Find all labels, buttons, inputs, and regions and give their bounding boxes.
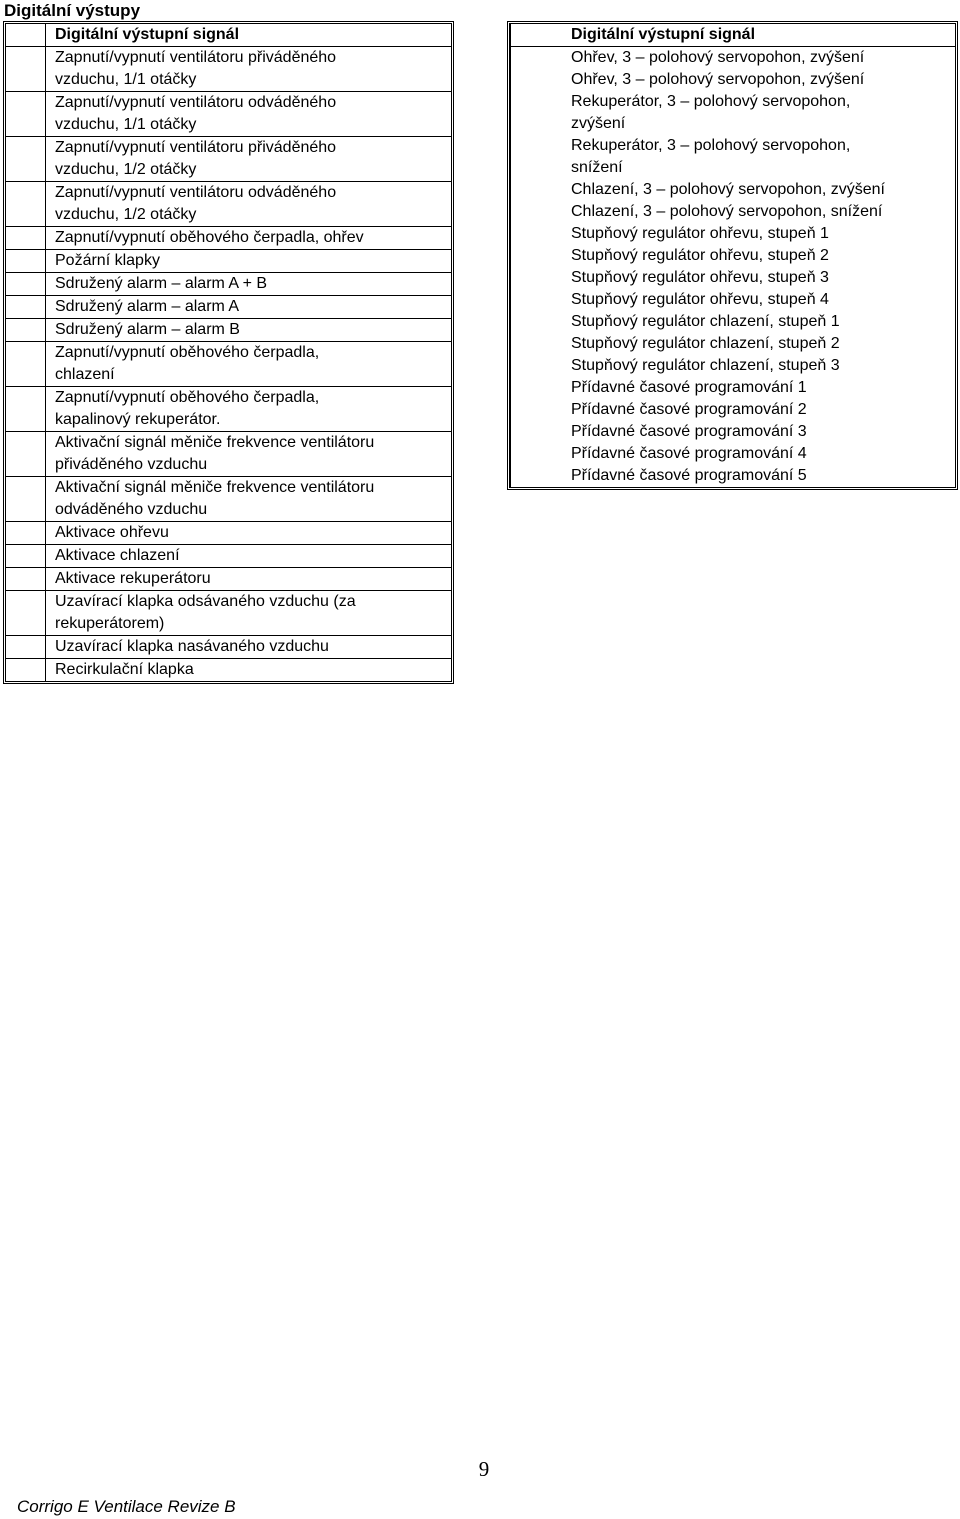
- number-cell: [6, 659, 46, 682]
- signal-cell: Aktivace ohřevu: [46, 522, 452, 545]
- left-table-header-row: [6, 24, 451, 47]
- number-cell: [6, 227, 46, 250]
- table-row: [6, 182, 451, 227]
- left-signal-table: [3, 21, 454, 684]
- table-row: [6, 296, 451, 319]
- table-row: [511, 333, 956, 355]
- signal-cell: Aktivace chlazení: [46, 545, 452, 568]
- page-number: 9: [478, 1457, 490, 1481]
- signal-cell: Uzavírací klapka nasávaného vzduchu: [46, 636, 452, 659]
- number-cell: [6, 522, 46, 545]
- signal-cell: Zapnutí/vypnutí oběhového čerpadla, chlazení: [46, 342, 452, 387]
- table-row: [511, 179, 956, 201]
- table-row: [6, 319, 451, 342]
- footer-text: Corrigo E Ventilace Revize B: [17, 1497, 236, 1516]
- signal-cell: Přídavné časové programování 4: [511, 443, 956, 465]
- signal-cell: Aktivační signál měniče frekvence ventilátoru odváděného vzduchu: [46, 477, 452, 522]
- table-row: [6, 342, 451, 387]
- right-signal-table: [507, 21, 958, 490]
- table-row: [6, 137, 451, 182]
- signal-cell: Přídavné časové programování 1: [511, 377, 956, 399]
- table-row: [511, 267, 956, 289]
- signal-cell: Aktivace rekuperátoru: [46, 568, 452, 591]
- table-row: [511, 377, 956, 399]
- left-table-header: Digitální výstupní signál: [46, 24, 452, 47]
- signal-cell: Stupňový regulátor ohřevu, stupeň 2: [511, 245, 956, 267]
- signal-cell: Sdružený alarm – alarm A + B: [46, 273, 452, 296]
- number-cell: [6, 319, 46, 342]
- table-row: [511, 245, 956, 267]
- table-row: [511, 311, 956, 333]
- table-row: [6, 636, 451, 659]
- table-row: [511, 135, 956, 179]
- table-row: [511, 465, 956, 487]
- number-cell: [6, 545, 46, 568]
- table-row: [6, 92, 451, 137]
- table-row: [6, 568, 451, 591]
- signal-cell: Ohřev, 3 – polohový servopohon, zvýšení: [511, 47, 956, 70]
- section-title: Digitální výstupy: [4, 1, 141, 20]
- table-row: [6, 659, 451, 682]
- signal-cell: Stupňový regulátor ohřevu, stupeň 4: [511, 289, 956, 311]
- signal-cell: Sdružený alarm – alarm A: [46, 296, 452, 319]
- number-cell: [6, 296, 46, 319]
- number-cell: [6, 342, 46, 387]
- signal-cell: Stupňový regulátor ohřevu, stupeň 3: [511, 267, 956, 289]
- signal-cell: Chlazení, 3 – polohový servopohon, snížení: [511, 201, 956, 223]
- table-row: [6, 477, 451, 522]
- number-cell: [6, 250, 46, 273]
- table-row: [6, 47, 451, 92]
- signal-cell: Stupňový regulátor ohřevu, stupeň 1: [511, 223, 956, 245]
- signal-cell: Zapnutí/vypnutí ventilátoru odváděného vzduchu, 1/1 otáčky: [46, 92, 452, 137]
- table-row: [511, 201, 956, 223]
- number-cell: [6, 182, 46, 227]
- table-row: [511, 443, 956, 465]
- table-row: [511, 421, 956, 443]
- number-cell: [6, 568, 46, 591]
- signal-cell: Zapnutí/vypnutí ventilátoru odváděného vzduchu, 1/2 otáčky: [46, 182, 452, 227]
- right-table-header-row: [511, 24, 956, 47]
- table-row: [6, 522, 451, 545]
- number-cell: [6, 137, 46, 182]
- right-table-header: Digitální výstupní signál: [511, 24, 956, 47]
- signal-cell: Recirkulační klapka: [46, 659, 452, 682]
- table-row: [6, 545, 451, 568]
- signal-cell: Rekuperátor, 3 – polohový servopohon, snížení: [511, 135, 956, 179]
- table-row: [511, 355, 956, 377]
- number-cell: [6, 591, 46, 636]
- signal-cell: Zapnutí/vypnutí oběhového čerpadla, ohřev: [46, 227, 452, 250]
- table-row: [6, 432, 451, 477]
- signal-cell: Zapnutí/vypnutí ventilátoru přiváděného vzduchu, 1/1 otáčky: [46, 47, 452, 92]
- number-cell: [6, 47, 46, 92]
- number-cell: [6, 387, 46, 432]
- signal-cell: Požární klapky: [46, 250, 452, 273]
- signal-cell: Zapnutí/vypnutí oběhového čerpadla, kapalinový rekuperátor.: [46, 387, 452, 432]
- number-cell: [6, 92, 46, 137]
- table-row: [511, 69, 956, 91]
- signal-cell: Aktivační signál měniče frekvence ventilátoru přiváděného vzduchu: [46, 432, 452, 477]
- signal-cell: Stupňový regulátor chlazení, stupeň 1: [511, 311, 956, 333]
- signal-cell: Přídavné časové programování 5: [511, 465, 956, 487]
- table-row: [6, 387, 451, 432]
- table-row: [511, 223, 956, 245]
- table-row: [6, 273, 451, 296]
- table-row: [511, 47, 956, 70]
- signal-cell: Rekuperátor, 3 – polohový servopohon, zvýšení: [511, 91, 956, 135]
- signal-cell: Stupňový regulátor chlazení, stupeň 3: [511, 355, 956, 377]
- number-cell: [6, 477, 46, 522]
- number-cell: [6, 24, 46, 47]
- number-cell: [6, 273, 46, 296]
- signal-cell: Ohřev, 3 – polohový servopohon, zvýšení: [511, 69, 956, 91]
- table-row: [6, 591, 451, 636]
- number-cell: [6, 636, 46, 659]
- table-row: [511, 91, 956, 135]
- table-row: [6, 227, 451, 250]
- table-row: [6, 250, 451, 273]
- signal-cell: Přídavné časové programování 3: [511, 421, 956, 443]
- signal-cell: Stupňový regulátor chlazení, stupeň 2: [511, 333, 956, 355]
- table-row: [511, 289, 956, 311]
- signal-cell: Chlazení, 3 – polohový servopohon, zvýšení: [511, 179, 956, 201]
- table-row: [511, 399, 956, 421]
- number-cell: [6, 432, 46, 477]
- signal-cell: Uzavírací klapka odsávaného vzduchu (za rekuperátorem): [46, 591, 452, 636]
- signal-cell: Přídavné časové programování 2: [511, 399, 956, 421]
- signal-cell: Zapnutí/vypnutí ventilátoru přiváděného vzduchu, 1/2 otáčky: [46, 137, 452, 182]
- signal-cell: Sdružený alarm – alarm B: [46, 319, 452, 342]
